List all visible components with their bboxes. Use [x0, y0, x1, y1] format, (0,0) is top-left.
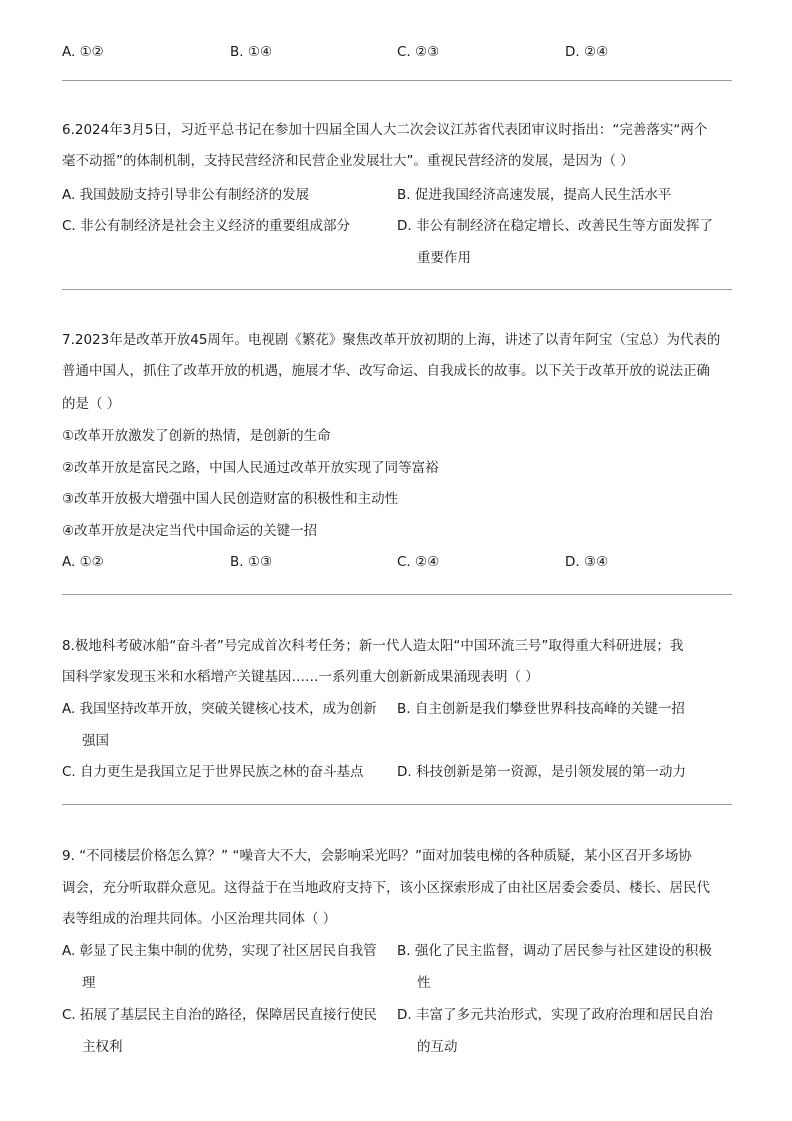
question-stem-line: 国科学家发现玉米和水稻增产关键基因……一系列重大创新新成果涌现表明（ ） — [62, 669, 539, 685]
option-b: B. ①③ — [230, 554, 273, 570]
option-b: B. ①④ — [230, 44, 273, 60]
divider — [62, 289, 732, 290]
question-stem-line: 7.2023年是改革开放45周年。电视剧《繁花》聚焦改革开放初期的上海，讲述了以青年阿宝（宝总）为代表的 — [62, 332, 721, 348]
option-a: A. 我国鼓励支持引导非公有制经济的发展 — [62, 187, 310, 203]
option-c: C. 非公有制经济是社会主义经济的重要组成部分 — [62, 218, 351, 234]
option-b-continued: 性 — [417, 975, 431, 991]
option-d: D. 科技创新是第一资源，是引领发展的第一动力 — [397, 764, 686, 780]
question-stem-line: 调会，充分听取群众意见。这得益于在当地政府支持下，该小区探索形成了由社区居委会委员、楼长、居民代 — [62, 880, 710, 896]
option-b: B. 自主创新是我们攀登世界科技高峰的关键一招 — [397, 701, 685, 717]
option-a-continued: 理 — [82, 975, 96, 991]
divider — [62, 804, 732, 805]
question-stem-line: 毫不动摇”的体制机制，支持民营经济和民营企业发展壮大”。重视民营经济的发展，是因为（ ） — [62, 153, 634, 169]
question-stem-line: 表等组成的治理共同体。小区治理共同体（ ） — [62, 911, 337, 927]
question-stem-line: 的是（ ） — [62, 396, 121, 412]
option-d-continued: 重要作用 — [417, 250, 471, 266]
option-a: A. ①② — [62, 44, 104, 60]
option-a: A. 我国坚持改革开放，突破关键核心技术，成为创新 — [62, 701, 377, 717]
statement-3: ③改革开放极大增强中国人民创造财富的积极性和主动性 — [62, 491, 399, 507]
statement-2: ②改革开放是富民之路，中国人民通过改革开放实现了同等富裕 — [62, 460, 439, 476]
question-stem-line: 9. “不同楼层价格怎么算？” “噪音大不大，会影响采光吗？”面对加装电梯的各种质疑，某小区召开多场协 — [62, 848, 692, 864]
divider — [62, 80, 732, 81]
option-b: B. 强化了民主监督，调动了居民参与社区建设的积极 — [397, 943, 712, 959]
statement-4: ④改革开放是决定当代中国命运的关键一招 — [62, 523, 318, 539]
option-c: C. 拓展了基层民主自治的路径，保障居民直接行使民 — [62, 1007, 378, 1023]
option-a-continued: 强国 — [82, 733, 109, 749]
option-c-continued: 主权利 — [82, 1039, 123, 1055]
statement-1: ①改革开放激发了创新的热情，是创新的生命 — [62, 428, 331, 444]
option-d: D. 非公有制经济在稳定增长、改善民生等方面发挥了 — [397, 218, 713, 234]
option-a: A. ①② — [62, 554, 104, 570]
option-c: C. ②④ — [397, 554, 440, 570]
question-stem-line: 6.2024年3月5日，习近平总书记在参加十四届全国人大二次会议江苏省代表团审议时指出：“完善落实“两个 — [62, 122, 708, 138]
option-c: C. ②③ — [397, 44, 440, 60]
option-d: D. 丰富了多元共治形式，实现了政府治理和居民自治 — [397, 1007, 713, 1023]
divider — [62, 594, 732, 595]
option-b: B. 促进我国经济高速发展，提高人民生活水平 — [397, 187, 672, 203]
question-stem-line: 8.极地科考破冰船“奋斗者”号完成首次科考任务；新一代人造太阳“中国环流三号”取得重大科研进展；我 — [62, 638, 684, 654]
question-stem-line: 普通中国人，抓住了改革开放的机遇，施展才华、改写命运、自我成长的故事。以下关于改革开放的说法正确 — [62, 363, 710, 379]
option-a: A. 彰显了民主集中制的优势，实现了社区居民自我管 — [62, 943, 377, 959]
option-d: D. ③④ — [565, 554, 609, 570]
option-d: D. ②④ — [565, 44, 609, 60]
option-d-continued: 的互动 — [417, 1039, 458, 1055]
option-c: C. 自力更生是我国立足于世界民族之林的奋斗基点 — [62, 764, 364, 780]
